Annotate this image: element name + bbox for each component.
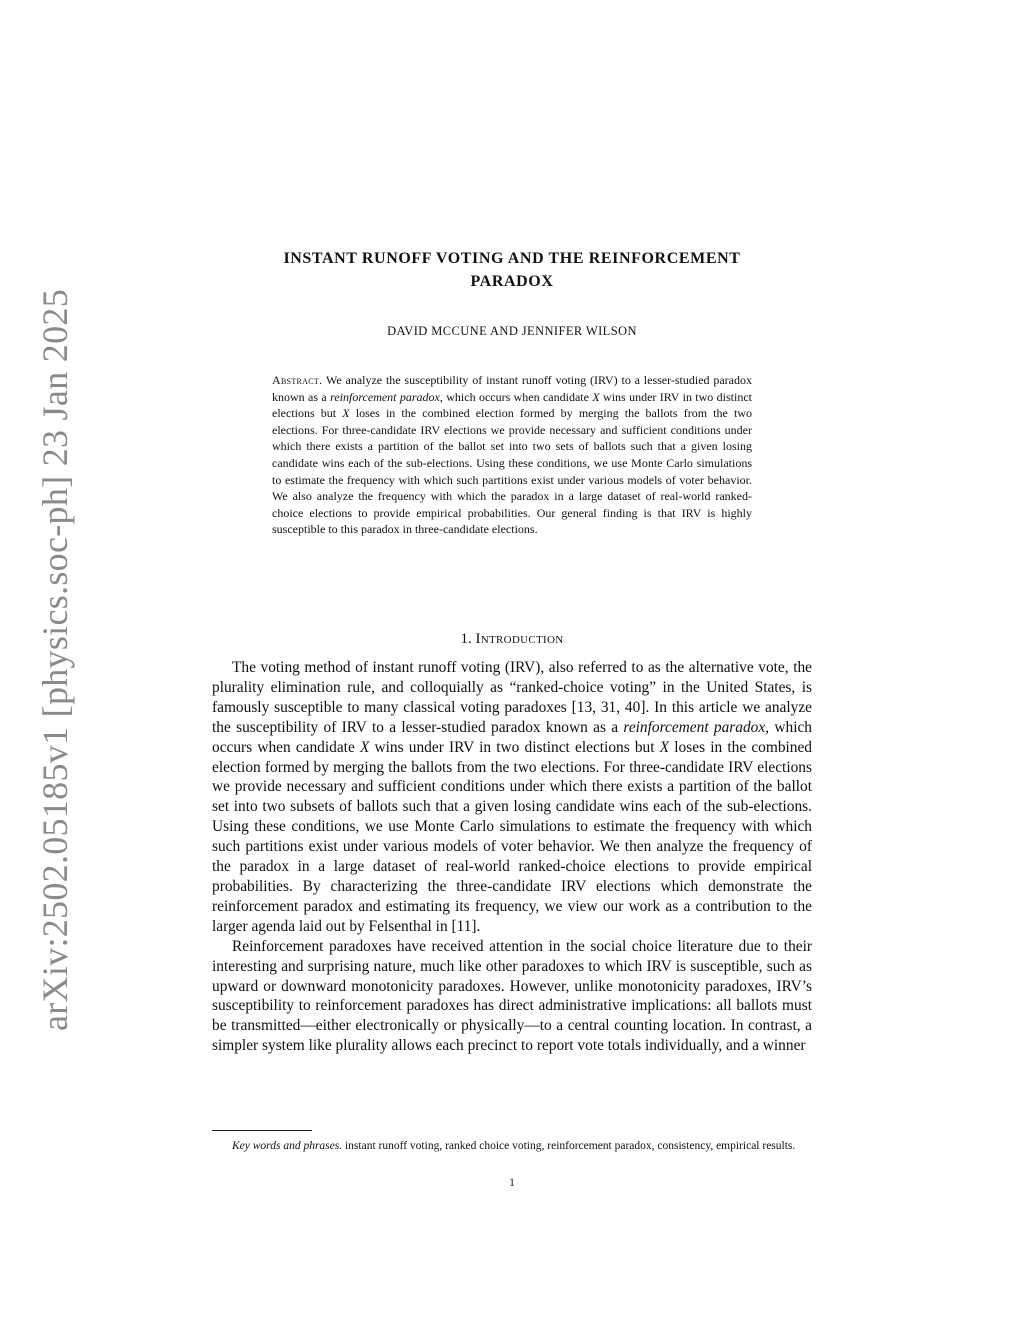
paragraph-1-emphasis: reinforcement paradox xyxy=(623,718,766,736)
paragraph-1-part-2: , which occurs when candidate xyxy=(212,718,812,756)
section-heading xyxy=(212,631,812,648)
paragraph-2: Reinforcement paradoxes have received attention in the social choice literature due to their interesting and surprising nature, much like other paradoxes to which IRV is susceptible, such as upward or downward monotonicity paradoxes. However, unlike monotonicity paradoxes, IRV’s susceptibility to reinforcement paradoxes has direct administrative implications: all ballots must be transmitted—either electronically or physically—to a central counting location. In contrast, a simpler system like plurality allows each precinct to report vote totals individually, and a winner xyxy=(212,937,812,1055)
paper-title xyxy=(212,247,812,293)
abstract-text-part-2: , which occurs when candidate xyxy=(439,389,593,404)
abstract-label: Abstract. xyxy=(272,373,323,387)
body-text xyxy=(212,658,812,1056)
arxiv-identifier-stamp: arXiv:2502.05185v1 [physics.soc-ph] 23 Jan 2025 xyxy=(35,288,75,1032)
page-number: 1 xyxy=(509,1177,515,1189)
abstract-math-x-1: X xyxy=(592,389,600,404)
footnote-keywords xyxy=(212,1138,812,1154)
abstract-text-part-3: wins under IRV in two distinct elections but xyxy=(272,389,753,421)
abstract-math-x-2: X xyxy=(342,406,350,421)
paragraph-1-part-1: The voting method of instant runoff voting (IRV), also referred to as the alternative vote, the plurality elimination rule, and colloquially as “ranked-choice voting” in the United States, is famously susceptible to many classical voting paradoxes [13, 31, 40]. In this article we analyze the susceptibility of IRV to a lesser-studied paradox known as a xyxy=(212,659,812,736)
footnote-text: instant runoff voting, ranked choice voting, reinforcement paradox, consistency, empirical results. xyxy=(342,1140,796,1152)
abstract-text-part-1: We analyze the susceptibility of instant runoff voting (IRV) to a lesser-studied paradox known as a xyxy=(272,373,752,404)
paragraph-1-part-3: wins under IRV in two distinct elections but xyxy=(369,738,660,756)
section-title: Introduction xyxy=(475,631,564,647)
paragraph-1 xyxy=(212,658,812,937)
paper-title-line-1: INSTANT RUNOFF VOTING AND THE REINFORCEMENT xyxy=(283,250,741,267)
abstract xyxy=(272,372,752,538)
section-number: 1. xyxy=(460,631,472,647)
author-list: DAVID MCCUNE AND JENNIFER WILSON xyxy=(387,324,637,338)
paragraph-1-math-x-2: X xyxy=(659,738,670,756)
paper-title-line-2: PARADOX xyxy=(470,273,554,290)
footnote-divider xyxy=(212,1130,312,1131)
paragraph-1-math-x-1: X xyxy=(359,738,370,756)
abstract-text-part-4: loses in the combined election formed by merging the ballots from the two elections. For three-candidate IRV elections we provide necessary and sufficient conditions under which there exists a partition of the ballot set into two sets of ballots such that a given losing candidate wins each of the sub-elections. Using these conditions, we use Monte Carlo simulations to estimate the frequency with which such partitions exist under various models of voter behavior. We also analyze the frequency with which the paradox in a large dataset of real-world ranked-choice elections to provide empirical probabilities. Our general finding is that IRV is highly susceptible to this paradox in three-candidate elections. xyxy=(272,406,752,537)
footnote-label: Key words and phrases. xyxy=(232,1140,343,1152)
paragraph-1-part-4: loses in the combined election formed by merging the ballots from the two elections. For three-candidate IRV elections we provide necessary and sufficient conditions under which there exists a partition of the ballot set into two subsets of ballots such that a given losing candidate wins each of the sub-elections. Using these conditions, we use Monte Carlo simulations to estimate the frequency with which such partitions exist under various models of voter behavior. We then analyze the frequency of the paradox in a large dataset of real-world ranked-choice elections to provide empirical probabilities. By characterizing the three-candidate IRV elections which demonstrate the reinforcement paradox and estimating its frequency, we view our work as a contribution to the larger agenda laid out by Felsenthal in [11]. xyxy=(212,738,813,935)
abstract-emphasis: reinforcement paradox xyxy=(330,389,440,404)
